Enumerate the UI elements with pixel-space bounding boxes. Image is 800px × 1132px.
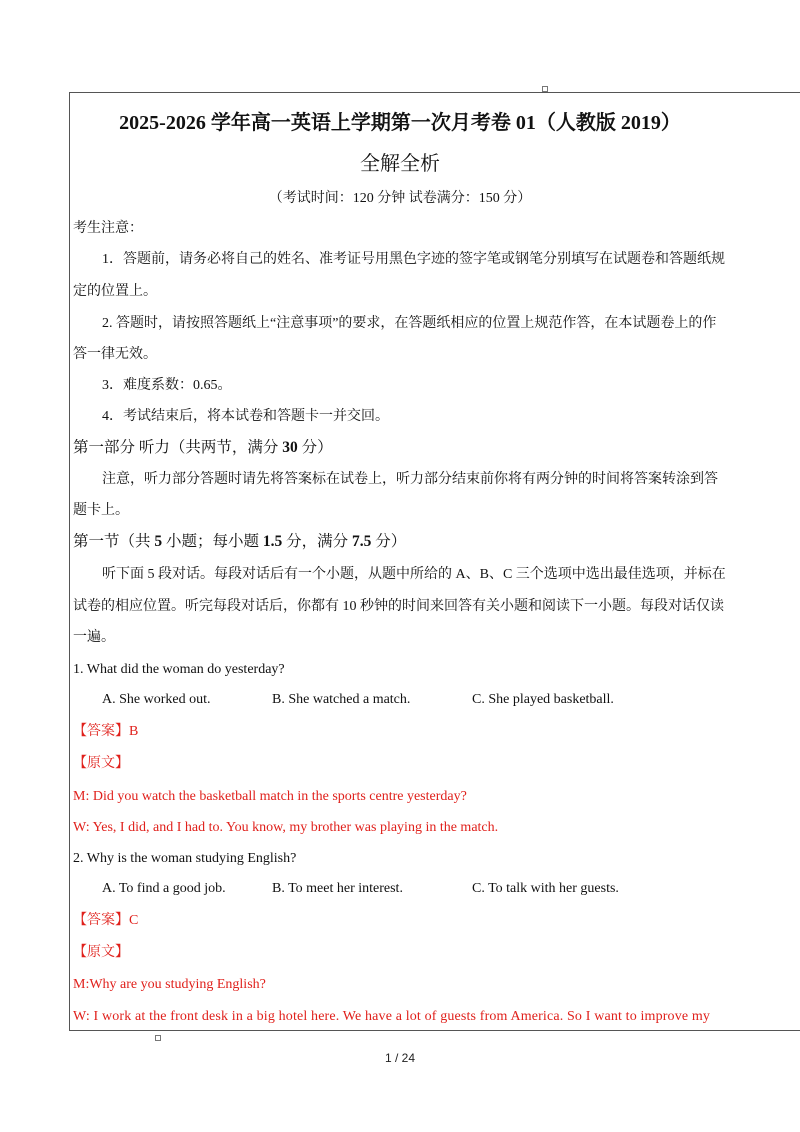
section1-heading-n1: 5 [154,533,163,550]
answer-value: B [129,724,139,739]
part1-heading-pre: 第一部分 听力（共两节，满分 [73,439,283,456]
question-2-option-b: B. To meet her interest. [272,881,403,896]
question-2-option-c: C. To talk with her guests. [472,881,619,896]
part1-note-line-2: 题卡上。 [73,503,129,518]
question-1-option-c: C. She played basketball. [472,692,614,707]
notice-item-1-line-1: 1．答题前，请务必将自己的姓名、准考证号用黑色字迹的签字笔或钢笔分别填写在试题卷和答题纸规 [102,252,725,267]
question-2-transcript-tag: 【原文】 [73,945,129,960]
notice-item-4: 4．考试结束后，将本试卷和答题卡一并交回。 [102,409,389,424]
question-2-transcript-line-2: W: I work at the front desk in a big hotel here. We have a lot of guests from America. So I want to improve my [73,1009,711,1024]
document-title: 2025-2026 学年高一英语上学期第一次月考卷 01（人教版 2019） [119,112,681,134]
section1-heading-n3: 7.5 [352,533,372,550]
question-2-answer [73,912,138,930]
notice-item-2-line-2: 答一律无效。 [73,347,157,362]
corner-mark-top [542,86,548,92]
part1-heading [73,439,333,457]
notice-item-2-line-1: 2. 答题时，请按照答题纸上“注意事项”的要求，在答题纸相应的位置上规范作答，在本试题卷上的作 [102,316,717,331]
notice-item-3: 3．难度系数：0.65。 [102,378,232,393]
section1-heading-c: 分，满分 [282,533,353,550]
question-1-option-a: A. She worked out. [102,692,211,707]
section1-heading [73,533,406,551]
notice-item-1-line-2: 定的位置上。 [73,284,157,299]
part1-heading-num: 30 [282,439,298,456]
section1-heading-d: 分） [371,533,407,550]
answer-tag: 【答案】 [73,913,129,928]
answer-value: C [129,913,139,928]
part1-heading-post: 分） [297,439,333,456]
answer-tag: 【答案】 [73,724,129,739]
document-subtitle: 全解全析 [360,153,440,175]
question-2-transcript-line-1: M:Why are you studying English? [73,977,266,992]
part1-note-line-1: 注意，听力部分答题时请先将答案标在试卷上，听力部分结束前你将有两分钟的时间将答案转涂到答 [102,472,718,487]
exam-info: （考试时间：120 分钟 试卷满分：150 分） [268,191,532,206]
corner-mark-bottom [155,1035,161,1041]
section1-instruction-line-2: 试卷的相应位置。听完每段对话后，你都有 10 秒钟的时间来回答有关小题和阅读下一小题。每段对话仅读 [73,599,724,614]
page-number: 1 / 24 [384,1051,416,1065]
question-2-option-a: A. To find a good job. [102,881,226,896]
section1-heading-a: 第一节（共 [73,533,155,550]
section1-heading-n2: 1.5 [262,533,283,550]
section1-instruction-line-1: 听下面 5 段对话。每段对话后有一个小题，从题中所给的 A、B、C 三个选项中选出最佳选项，并标在 [102,567,726,582]
question-1: 1. What did the woman do yesterday? [73,662,285,677]
notice-heading: 考生注意： [73,221,143,236]
question-1-transcript-line-2: W: Yes, I did, and I had to. You know, my brother was playing in the match. [73,820,499,835]
question-1-answer [73,723,138,741]
question-2: 2. Why is the woman studying English? [73,851,297,866]
question-1-option-b: B. She watched a match. [272,692,411,707]
section1-instruction-line-3: 一遍。 [73,630,115,645]
question-1-transcript-tag: 【原文】 [73,756,129,771]
question-1-transcript-line-1: M: Did you watch the basketball match in the sports centre yesterday? [73,789,467,804]
section1-heading-b: 小题；每小题 [162,533,263,550]
